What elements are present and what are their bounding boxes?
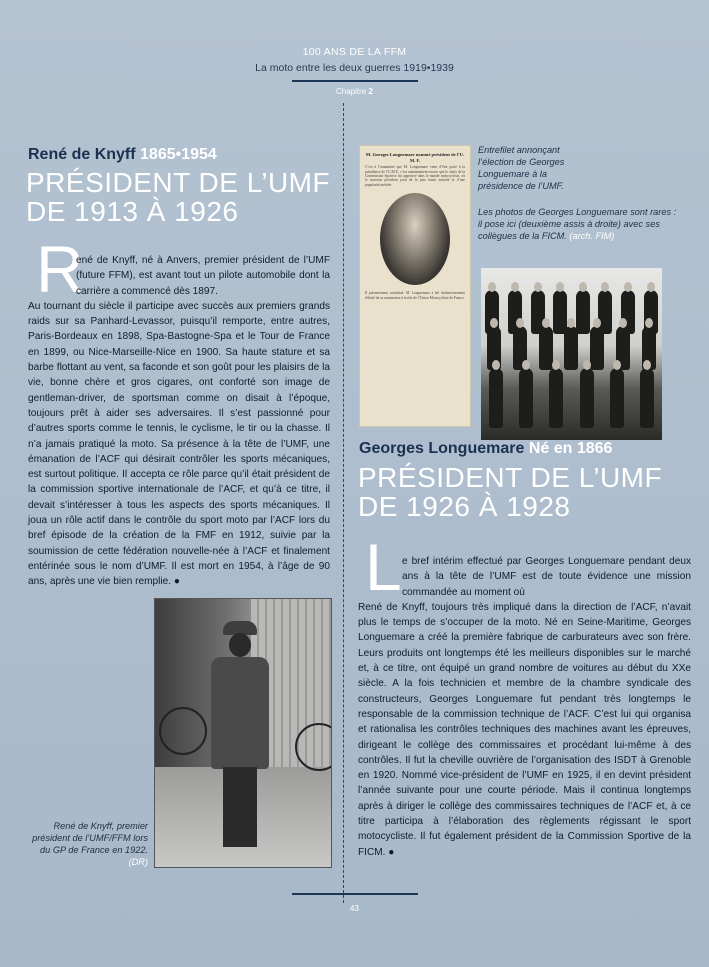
- section2-drop-cap: L: [365, 530, 402, 604]
- section2-headline-line1: PRÉSIDENT DE L’UMF: [358, 462, 663, 493]
- page-number: 43: [350, 904, 359, 913]
- clipping-headline: M. Georges Longuemare nommé président de l’U. M. F.: [365, 152, 465, 163]
- section2-body-rest: René de Knyff, toujours très impliqué dans la direction de l’ACF, n’avait plus le temps de s’occuper de la moto. Né en Seine-Maritime, Georges Longuemare a créé la première fabrique de carburateurs avec son frère. Leurs produits ont longtemps été les meilleurs disponibles sur le marché et, à ce titre, ont équipé un grand nombre de voitures au début du XXe siècle. A la fois technicien et membre de la chambre syndicale des constructeurs, Georges Longuemare fut pendant très longtemps le responsable de la commission technique de l’ACF. C’est lui qui organisa et rationalisa les contrôles techniques des machines avant les épreuves, dirigeant le collège des commissaires et procédant lui-même à des contrôles. Il fut la cheville ouvrière de l’organisation des ISDT à Grenoble en 1920. Nommé vice-président de l’UMF en 1925, il en devint président l’année suivante pour une courte période. Mais il continua longtemps après à diriger le collège des commissaires techniques de l’ACF et, à ce titre participa à l’élaboration des règlements régissant le sport motocycliste. Il fut également président de la Commission Sportive de la FICM. ●: [358, 601, 691, 858]
- knyff-photo: [154, 598, 332, 868]
- person: [519, 368, 533, 428]
- section1-body-first: ené de Knyff, né à Anvers, premier président de l’UMF (future FFM), est avant tout un pilote automobile dont la carrière a commencé dès 1897.: [76, 255, 330, 297]
- chapter-label: [0, 87, 709, 96]
- section1-drop-cap: R: [36, 232, 84, 306]
- section2-body: [358, 554, 691, 860]
- section2-headline: [358, 463, 698, 521]
- section2-headline-line2: DE 1926 À 1928: [358, 491, 571, 522]
- header-rule: [292, 80, 418, 82]
- knyff-caption: [20, 820, 148, 868]
- knyff-figure: [207, 621, 273, 853]
- person: [640, 368, 654, 428]
- clipping-caption: Entrefilet annonçant l’élection de Georges Longuemare à la présidence de l’UMF.: [478, 145, 565, 191]
- section1-years: 1865•1954: [140, 146, 217, 163]
- clipping-text-bottom: Il présentement contribué. M. Longuemare a été chaleureusement félicité de sa nomination à la tête de l’Union Motocycliste de France.: [365, 291, 465, 300]
- person: [489, 368, 503, 428]
- section1-body: [28, 253, 330, 590]
- section2-name: [359, 440, 612, 458]
- footer-rule: [292, 893, 418, 895]
- legs: [223, 767, 257, 847]
- person: [539, 326, 553, 370]
- section1-name: [28, 146, 217, 164]
- running-subtitle: La moto entre les deux guerres 1919•1939: [255, 62, 454, 74]
- group-caption-credit: (arch. FIM): [569, 231, 615, 241]
- clipping-portrait: [380, 193, 450, 285]
- knyff-caption-text: René de Knyff, premier président de l’UMF/FFM lors du GP de France en 1922.: [32, 821, 148, 855]
- group-front-row: [481, 368, 662, 428]
- group-photo: [481, 268, 662, 440]
- chapter-word: Chapitre: [336, 87, 367, 96]
- knyff-caption-credit: (DR): [128, 857, 148, 867]
- head: [229, 633, 251, 657]
- section1-headline-line2: DE 1913 À 1926: [26, 196, 239, 227]
- group-caption: [478, 206, 678, 242]
- person: [549, 368, 563, 428]
- person: [590, 326, 604, 370]
- person: [610, 368, 624, 428]
- section1-headline: [26, 168, 346, 226]
- group-middle-row: [481, 326, 662, 370]
- group-caption-text: Les photos de Georges Longuemare sont rares : il pose ici (deuxième assis à droite) avec ses collègues de la FICM.: [478, 207, 677, 241]
- section2-body-first: e bref intérim effectué par Georges Longuemare pendant deux ans à la tête de l’UMF est de toute évidence une mission commandée au moment où: [402, 556, 691, 598]
- person: [580, 368, 594, 428]
- clipping-text-top: C’est à l’unanimité que M. Longuemare vient d’être porté à la présidence de l’U.M.F., c’est unanimement encore que le choix de la Commission Sportive fut approuvé dans le monde motocycliste, où le nouveau président jouit de la plus haute autorité et d’une popularité méritée.: [365, 165, 465, 187]
- coat: [211, 657, 269, 769]
- person: [564, 326, 578, 370]
- bicycle-wheel: [159, 707, 207, 755]
- section1-body-rest: Au tournant du siècle il participe avec succès aux premiers grands raids sur sa Panhard-Levassor, puisqu’il remporte, entre autres, Paris-Bordeaux en 1898, Spa-Bastogne-Spa et le Tour de France en 1899, ou Nice-Marseille-Nice en 1900. Sa haute stature et sa barbe flottant au vent, sa faconde et son goût pour les plaisirs de la vie, bonne chère et gros cigares, ont conforté son image de gentleman-driver, de sportsman comme on disait à l’époque, toujours prêt à aider ses adversaires. Il s’est passionné pour d’autres sports comme le tennis, le cyclisme, le tir ou la chasse. Il n’a jamais pratiqué la moto. Sa présence à la tête de l’UMF, une émanation de l’ACF qui désirait contrôler les sports mécaniques, est surtout politique. Il accepta ce rôle parce qu’il était président de la commission sportive internationale de l’ACF, et qu’à ce titre, il devait s’intéresser à tous les aspects des sports mécaniques. Il joua un rôle actif dans le contrôle du sport moto par l’ACF lors du bref épisode de la création de la FMF en 1912, suivie par la soumission de cette fédération nouvelle-née à l’ACF et finalement entérinée sous le nom d’UMF. Il est mort en 1954, à l’âge de 90 ans, après une vie bien remplie. ●: [28, 300, 330, 588]
- section1-headline-line1: PRÉSIDENT DE L’UMF: [26, 167, 331, 198]
- running-title: 100 ANS DE LA FFM: [302, 46, 407, 58]
- section2-person: Georges Longuemare: [359, 440, 525, 457]
- section2-years: Né en 1866: [528, 440, 613, 457]
- newspaper-clipping: [359, 145, 471, 427]
- section1-person: René de Knyff: [28, 146, 136, 163]
- chapter-number: 2: [368, 87, 373, 96]
